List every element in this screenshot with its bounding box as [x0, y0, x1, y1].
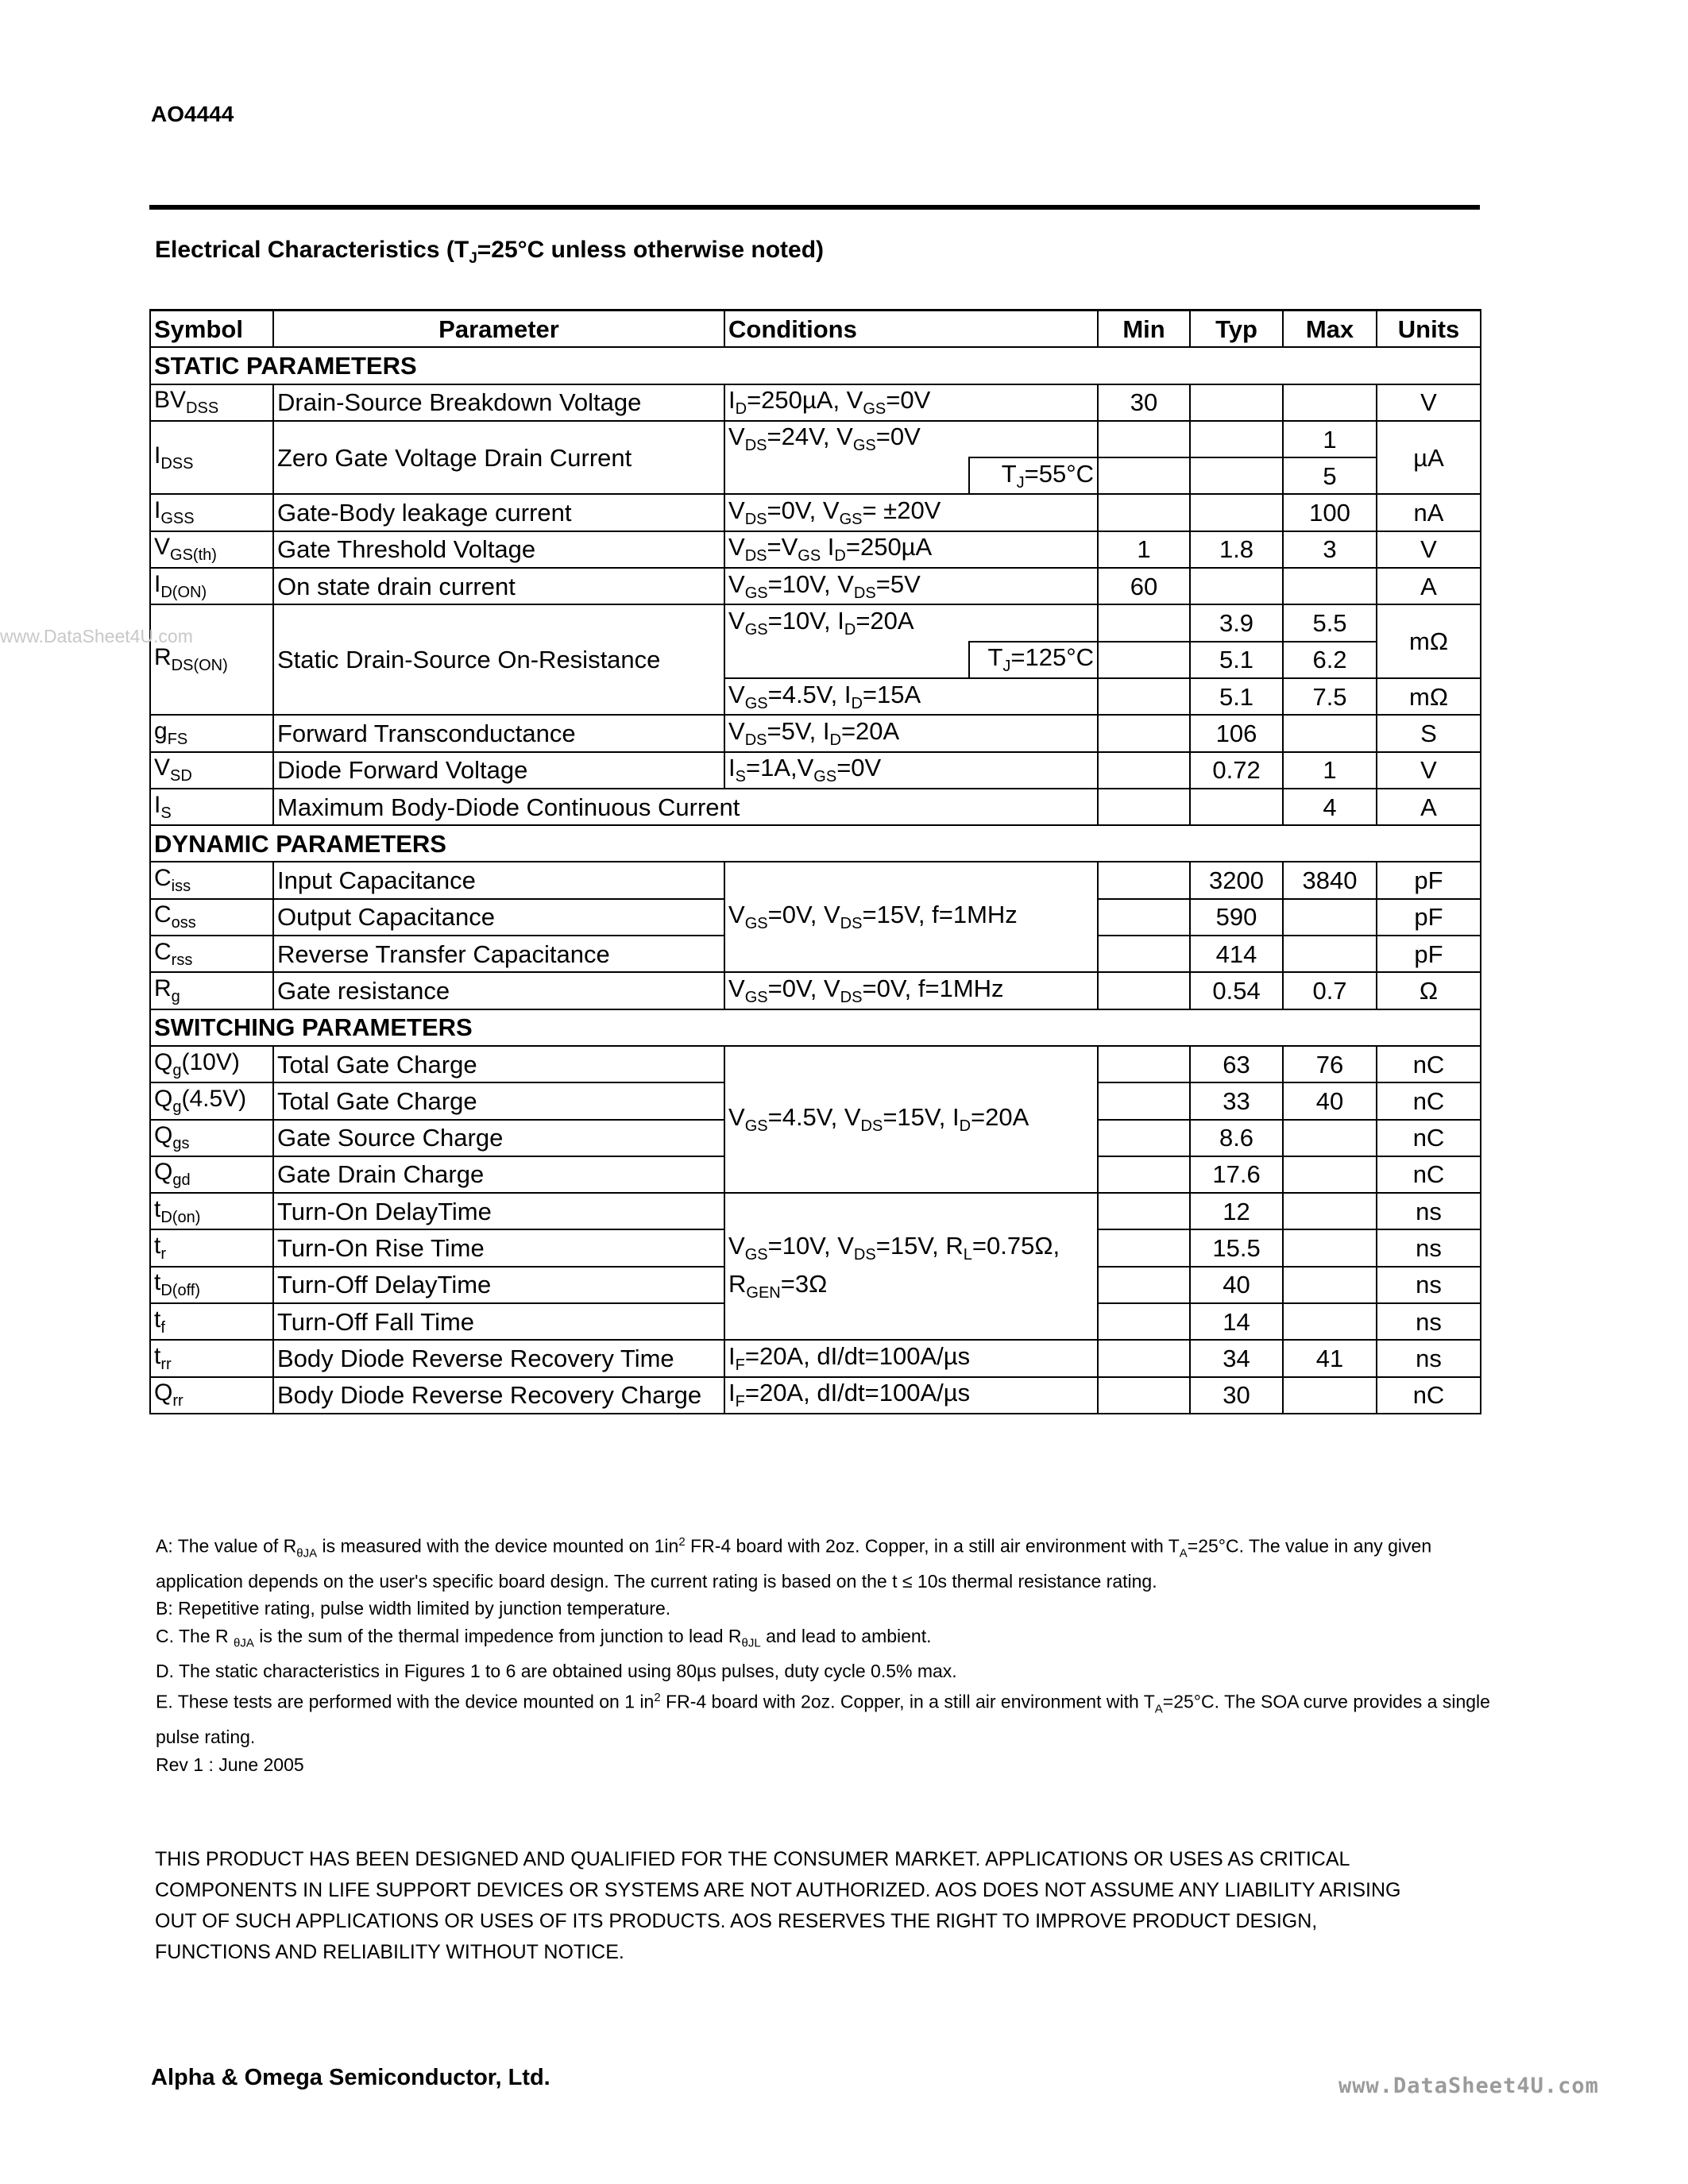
section-row-dynamic: DYNAMIC PARAMETERS — [150, 825, 1481, 862]
table-row: $Q_{gd}$ Gate Drain Charge 17.6 nC — [150, 1156, 1481, 1193]
table-row: $Q_{gs}$ Gate Source Charge 8.6 nC — [150, 1120, 1481, 1156]
footnote-b: B: Repetitive rating, pulse width limited by junction temperature. — [156, 1598, 671, 1619]
table-row: $V_{GS(th)}$ Gate Threshold Voltage $V_{DS}=V_{GS}$ $I_D=250\mu A$ 1 1.8 3 V — [150, 531, 1481, 568]
watermark-left: www.DataSheet4U.com — [0, 626, 193, 646]
table-header-row: Symbol Parameter Conditions Min Typ Max Units — [150, 311, 1481, 348]
section-row-switching: SWITCHING PARAMETERS — [150, 1009, 1481, 1046]
revision: Rev 1 : June 2005 — [156, 1754, 304, 1775]
section-row-static: STATIC PARAMETERS — [150, 347, 1481, 384]
table-row: $T_J=125^\circ C$ 5.1 6.2 — [150, 642, 1481, 678]
table-row: $I_{GSS}$ Gate-Body leakage current $V_{DS}=0V$, $V_{GS}= \pm 20V$ 100 nA — [150, 494, 1481, 531]
table-row: $t_r$ Turn-On Rise Time 15.5 ns — [150, 1229, 1481, 1266]
table-row: $t_f$ Turn-Off Fall Time 14 ns — [150, 1303, 1481, 1340]
company-name: Alpha & Omega Semiconductor, Ltd. — [151, 2065, 550, 2090]
table-row: $BV_{DSS}$ Drain-Source Breakdown Voltage $I_D=250\mu A$, $V_{GS}=0V$ 30 V — [150, 384, 1481, 421]
footnote-d: D. The static characteristics in Figures 1 to 6 are obtained using 80µs pulses, duty cycle 0.5% max. — [156, 1660, 957, 1681]
section-title: Electrical Characteristics ($T_J=25^\circ C$ unless otherwise noted) — [155, 237, 825, 267]
electrical-characteristics-table — [149, 309, 1481, 1414]
table-row: $g_{FS}$ Forward Transconductance $V_{DS}=5V$, $I_D=20A$ 106 S — [150, 715, 1481, 751]
table-row: $Q_{rr}$ Body Diode Reverse Recovery Charge $I_F=20A$, dI/dt=100A/µs 30 nC — [150, 1377, 1481, 1414]
table-row: $t_{rr}$ Body Diode Reverse Recovery Time $I_F=20A$, dI/dt=100A/µs 34 41 ns — [150, 1340, 1481, 1376]
table-row: $C_{rss}$ Reverse Transfer Capacitance 414 pF — [150, 936, 1481, 972]
table-row: $I_{DSS}$ Zero Gate Voltage Drain Current $V_{DS}=24V$, $V_{GS}=0V$ 1 µA — [150, 421, 1481, 457]
header-rule — [149, 205, 1480, 210]
table-row: $R_{DS(ON)}$ Static Drain-Source On-Resistance $V_{GS}=10V$, $I_D=20A$ 3.9 5.5 mΩ — [150, 604, 1481, 641]
table-row: $Q_g(4.5V)$ Total Gate Charge 33 40 nC — [150, 1082, 1481, 1119]
footnote-c: C. The R $_{\theta JA}$ is the sum of the thermal impedence from junction to lead $R_{\theta JL}$ and lead to ambient. — [156, 1625, 932, 1650]
table-row: $V_{GS}=4.5V$, $I_D=15A$ 5.1 7.5 mΩ — [150, 678, 1481, 715]
table-row: $V_{SD}$ Diode Forward Voltage $I_S=1A,V_{GS}=0V$ 0.72 1 V — [150, 752, 1481, 789]
table-row: $t_{D(on)}$ Turn-On DelayTime $V_{GS}=10V$, $V_{DS}=15V$, $R_L=0.75\Omega$, $R_{GEN}=3\Omega$ 12 ns — [150, 1193, 1481, 1229]
footnote-e: E. These tests are performed with the device mounted on 1 $in^2$ FR-4 board with 2oz. Copper, in a still air environment with $T_A=25^\circ C$. The SOA curve provides a single pulse rating. — [156, 1691, 1490, 1748]
disclaimer: THIS PRODUCT HAS BEEN DESIGNED AND QUALIFIED FOR THE CONSUMER MARKET. APPLICATIONS OR USES AS CRITICAL COMPONENTS IN LIFE SUPPORT DEVICES OR SYSTEMS ARE NOT AUTHORIZED. AOS DOES NOT ASSUME ANY LIABILITY ARISING OUT OF SUCH APPLICATIONS OR USES OF ITS PRODUCTS. AOS RESERVES THE RIGHT TO IMPROVE PRODUCT DESIGN, FUNCTIONS AND RELIABILITY WITHOUT NOTICE. — [155, 1848, 1401, 1963]
table-row: $I_{D(ON)}$ On state drain current $V_{GS}=10V$, $V_{DS}=5V$ 60 A — [150, 568, 1481, 604]
footnotes — [156, 1529, 1490, 1778]
table-row: $C_{oss}$ Output Capacitance 590 pF — [150, 899, 1481, 936]
watermark-bottom: www.DataSheet4U.com — [1338, 2074, 1599, 2098]
part-number: AO4444 — [151, 102, 234, 126]
table-row: $T_J=55^\circ C$ 5 — [150, 457, 1481, 494]
table-row: $I_S$ Maximum Body-Diode Continuous Current 4 A — [150, 789, 1481, 825]
footnote-a: A: The value of $R_{\theta JA}$ is measured with the device mounted on $1in^2$ FR-4 board with 2oz. Copper, in a still air environment with $T_A=25^\circ C$. The value in any given application depends on the user's specific board design. The current rating is based on the t ≤ 10s thermal resistance rating. — [156, 1535, 1432, 1592]
table-row: $t_{D(off)}$ Turn-Off DelayTime 40 ns — [150, 1267, 1481, 1303]
table-row: $Q_g(10V)$ Total Gate Charge $V_{GS}=4.5V$, $V_{DS}=15V$, $I_D=20A$ 63 76 nC — [150, 1046, 1481, 1082]
table-row: $R_g$ Gate resistance $V_{GS}=0V$, $V_{DS}=0V$, f=1MHz 0.54 0.7 Ω — [150, 972, 1481, 1009]
table-row: $C_{iss}$ Input Capacitance $V_{GS}=0V$, $V_{DS}=15V$, f=1MHz 3200 3840 pF — [150, 862, 1481, 898]
